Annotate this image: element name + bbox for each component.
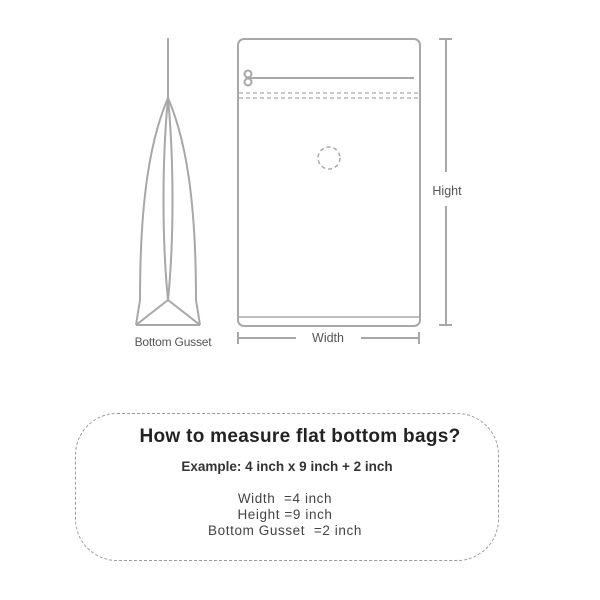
valve-icon <box>318 147 340 169</box>
height-dimension <box>439 39 452 325</box>
width-label: Width <box>312 331 344 345</box>
tear-line <box>239 93 419 98</box>
width-value-line: Width =4 inch <box>237 491 333 506</box>
height-label: Hight <box>432 184 462 198</box>
example-text: Example: 4 inch x 9 inch + 2 inch <box>181 459 393 474</box>
bag-side-view <box>136 38 200 325</box>
measure-title: How to measure flat bottom bags? <box>139 426 461 447</box>
height-value-line: Height =9 inch <box>237 507 333 522</box>
dimension-list <box>0 491 570 539</box>
bag-front-view <box>238 39 420 326</box>
bottom-gusset-label: Bottom Gusset <box>134 335 212 349</box>
gusset-value-line: Bottom Gusset =2 inch <box>208 523 362 538</box>
